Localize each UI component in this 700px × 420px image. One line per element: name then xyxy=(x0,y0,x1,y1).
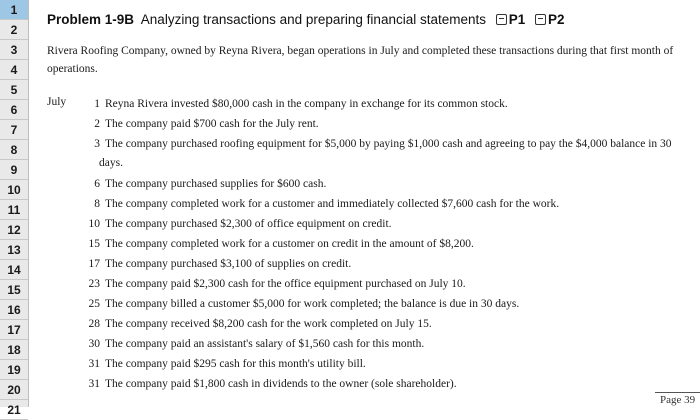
p1-badge[interactable]: P1 xyxy=(496,12,526,27)
row-number[interactable]: 15 xyxy=(0,280,28,300)
ebook-icon xyxy=(496,14,507,25)
row-number[interactable]: 21 xyxy=(0,400,28,420)
row-number[interactable]: 11 xyxy=(0,200,28,220)
row-number[interactable]: 8 xyxy=(0,140,28,160)
ebook-icon xyxy=(535,14,546,25)
problem-heading: Analyzing transactions and preparing financial statements xyxy=(140,12,486,27)
row-number[interactable]: 5 xyxy=(0,80,28,100)
row-number[interactable]: 4 xyxy=(0,60,28,80)
problem-id: Problem 1-9B xyxy=(47,12,135,27)
row-number[interactable]: 3 xyxy=(0,40,28,60)
transaction-row: 25 The company billed a customer $5,000 for work completed; the balance is due in 30 days. xyxy=(88,298,520,310)
page-number: Page 39 xyxy=(660,394,696,406)
row-number[interactable]: 20 xyxy=(0,380,28,400)
row-number[interactable]: 19 xyxy=(0,360,28,380)
row-number[interactable]: 16 xyxy=(0,300,28,320)
problem-title xyxy=(47,12,565,27)
row-number[interactable]: 17 xyxy=(0,320,28,340)
transaction-row: 2 The company paid $700 cash for the July rent. xyxy=(94,118,319,130)
transaction-row: 31 The company paid $295 cash for this month's utility bill. xyxy=(88,358,366,370)
transaction-row: 8 The company completed work for a customer and immediately collected $7,600 cash for the work. xyxy=(94,198,560,210)
transaction-row: 3 The company purchased roofing equipment for $5,000 by paying $1,000 cash and agreeing to pay the $4,000 balance in 30 xyxy=(94,138,672,150)
row-number[interactable]: 10 xyxy=(0,180,28,200)
month-label: July xyxy=(47,96,67,108)
transaction-row: 23 The company paid $2,300 cash for the office equipment purchased on July 10. xyxy=(88,278,466,290)
row-number[interactable]: 7 xyxy=(0,120,28,140)
transaction-row: 6 The company purchased supplies for $600 cash. xyxy=(94,178,327,190)
row-number[interactable]: 2 xyxy=(0,20,28,40)
row-number[interactable]: 6 xyxy=(0,100,28,120)
row-number[interactable]: 13 xyxy=(0,240,28,260)
transaction-row: 15 The company completed work for a customer on credit in the amount of $8,200. xyxy=(88,238,474,250)
transaction-row: 10 The company purchased $2,300 of office equipment on credit. xyxy=(88,218,392,230)
transaction-row: 28 The company received $8,200 cash for the work completed on July 15. xyxy=(88,318,432,330)
transaction-row: 31 The company paid $1,800 cash in dividends to the owner (sole shareholder). xyxy=(88,378,457,390)
row-number[interactable]: 18 xyxy=(0,340,28,360)
transaction-row: 1 Reyna Rivera invested $80,000 cash in the company in exchange for its common stock. xyxy=(94,98,508,110)
footer-divider xyxy=(655,392,700,393)
transaction-row: 30 The company paid an assistant's salary of $1,560 cash for this month. xyxy=(88,338,425,350)
row-number[interactable]: 14 xyxy=(0,260,28,280)
row-number-gutter xyxy=(0,0,29,417)
row-number[interactable]: 12 xyxy=(0,220,28,240)
transaction-continuation: days. xyxy=(99,157,123,169)
p2-badge[interactable]: P2 xyxy=(535,12,565,27)
row-number[interactable]: 9 xyxy=(0,160,28,180)
row-number[interactable]: 1 xyxy=(0,0,28,20)
problem-intro: Rivera Roofing Company, owned by Reyna Rivera, began operations in July and completed these transactions during that first month of operations. xyxy=(47,45,674,75)
transaction-row: 17 The company purchased $3,100 of supplies on credit. xyxy=(88,258,352,270)
